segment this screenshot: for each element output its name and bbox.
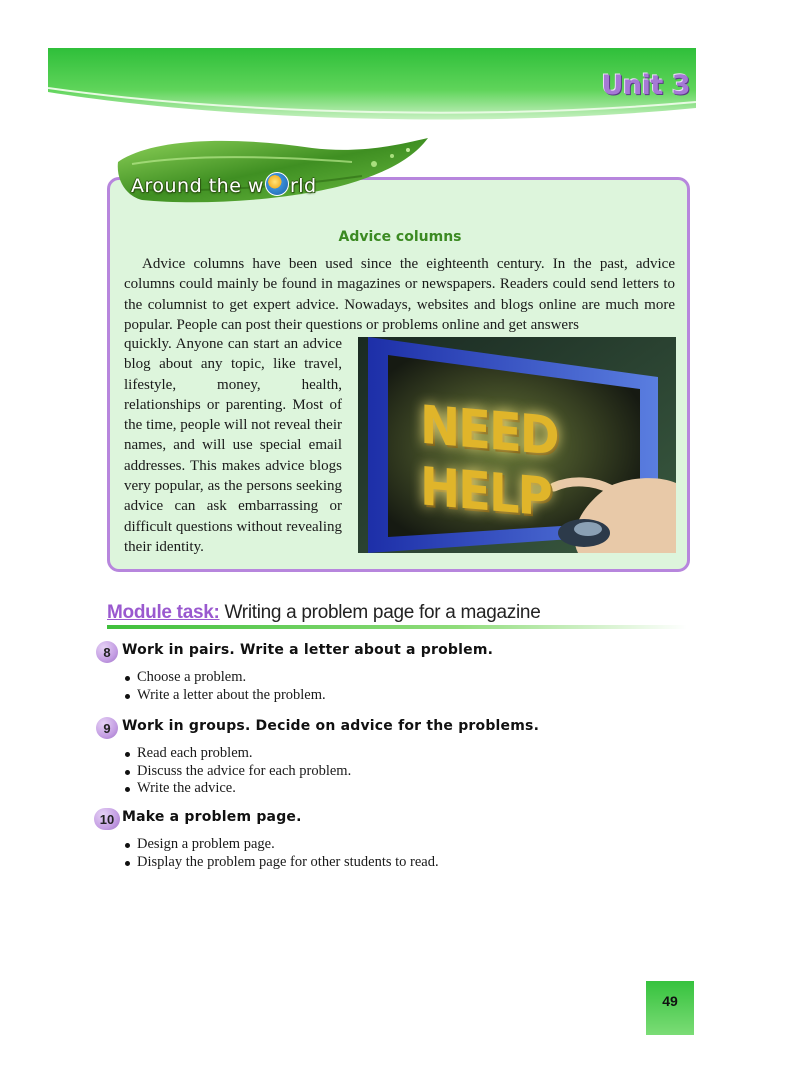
around-the-world-title [131,172,317,197]
bullet-item: Design a problem page. [124,836,439,854]
task-number-badge: 9 [96,717,118,739]
task-number-badge: 10 [94,808,120,830]
page-number-tab [646,981,694,1035]
task-number-badge: 8 [96,641,118,663]
bullet-item: Discuss the advice for each problem. [124,763,351,781]
unit-label: Unit 3 [601,70,690,101]
article-paragraph-wrap: quickly. Anyone can start an advice blog about any topic, like travel, lifestyle, money, health, relationships or parenting. Most of the time, people will not reveal their names, and will use special email addresses. This makes advice blogs very popular, as the persons seeking advice can ask embarrassing or difficult questions without revealing their identity. [124,336,342,555]
bullet-item: Choose a problem. [124,669,326,687]
module-task-rule [107,625,687,629]
need-help-text: NEED HELP [420,394,558,529]
globe-icon [265,172,289,196]
bullet-item: Write a letter about the problem. [124,687,326,705]
page-number: 49 [662,993,678,1009]
task-bullets [124,669,326,704]
bullet-item: Display the problem page for other students to read. [124,854,439,872]
module-task-label: Module task: [107,602,220,623]
module-task-heading [107,602,540,624]
task-title: Make a problem page. [122,809,302,825]
task-title: Work in pairs. Write a letter about a problem. [122,642,494,658]
title-part-after: rld [289,175,317,197]
task-title: Work in groups. Decide on advice for the problems. [122,718,540,734]
article-paragraph: Advice columns have been used since the eighteenth century. In the past, advice columns could mainly be found in magazines or newspapers. Readers could send letters to the columnist to get expert advice. Nowadays, websites and blogs online are much more popular. People can post their questions or problems online and get answers [124,256,675,333]
header-band [48,48,696,124]
article-heading: Advice columns [338,229,462,245]
bullet-item: Write the advice. [124,780,351,798]
header-band-graphic [48,48,696,124]
bullet-item: Read each problem. [124,745,351,763]
task-bullets [124,745,351,798]
module-task-title: Writing a problem page for a magazine [219,602,541,623]
title-part-before: Around the w [131,175,264,197]
need-help-image [358,337,676,553]
task-bullets [124,836,439,871]
